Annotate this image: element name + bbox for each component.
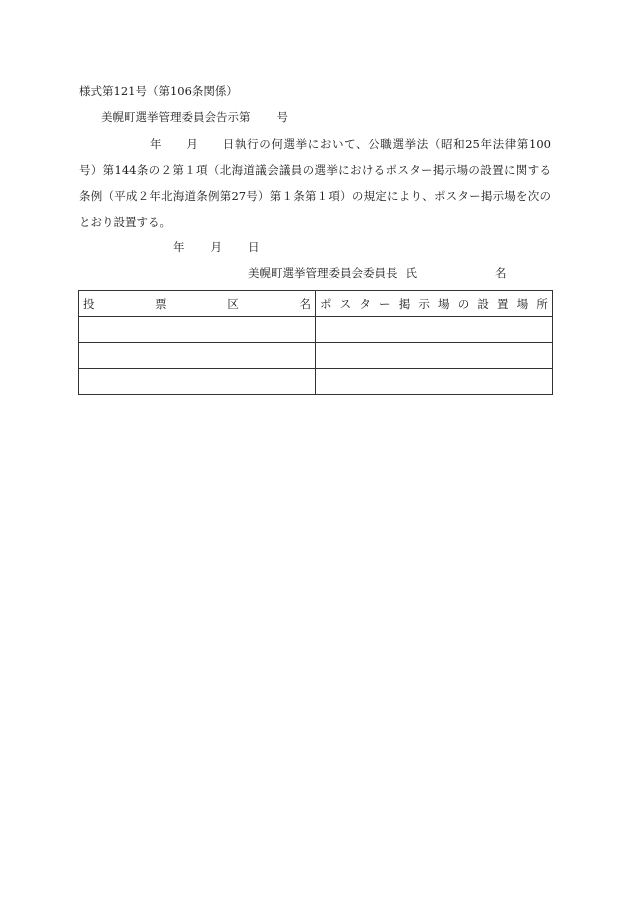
district-cell — [79, 343, 316, 369]
table-row — [79, 317, 553, 343]
header-posting-location-char: の — [457, 296, 470, 311]
date-day: 日 — [248, 240, 260, 254]
header-posting-location — [316, 291, 553, 317]
posting-location-table — [78, 290, 553, 395]
notice-title — [101, 110, 288, 124]
signer-shi: 氏 — [405, 266, 417, 280]
header-posting-location-char: ス — [339, 296, 352, 311]
header-posting-location-char: タ — [359, 296, 371, 311]
header-posting-location-char: ポ — [320, 296, 332, 311]
table-row — [79, 369, 553, 395]
header-voting-district-char: 区 — [227, 296, 239, 311]
header-voting-district — [79, 291, 316, 317]
form-number: 様式第121号（第106条関係） — [79, 84, 238, 98]
location-cell — [316, 369, 553, 395]
table-row — [79, 343, 553, 369]
table-header-row — [79, 291, 553, 317]
header-voting-district-char: 名 — [299, 296, 311, 311]
date-month: 月 — [210, 240, 222, 254]
location-cell — [316, 343, 553, 369]
body-line-4: とおり設置する。 — [79, 215, 171, 229]
date-line — [173, 240, 260, 254]
header-posting-location-char: 設 — [477, 296, 489, 311]
district-cell — [79, 369, 316, 395]
signer-mei: 名 — [495, 266, 507, 280]
header-posting-location-char: 場 — [516, 296, 529, 311]
header-voting-district-char: 票 — [155, 296, 167, 311]
notice-title-prefix: 美幌町選挙管理委員会告示第 — [101, 110, 251, 124]
header-posting-location-char: 所 — [536, 296, 548, 311]
signer-line — [248, 266, 507, 280]
header-posting-location-char: 示 — [418, 296, 430, 311]
body-line-2: 号）第144条の２第１項（北海道議会議員の選挙におけるポスター掲示場の設置に関する — [79, 163, 551, 177]
body-line-1: 年 月 日執行の何選挙において、公職選挙法（昭和25年法律第100 — [150, 137, 551, 151]
header-posting-location-char: 置 — [497, 296, 509, 311]
notice-title-suffix: 号 — [276, 110, 288, 124]
date-year: 年 — [173, 240, 185, 254]
location-cell — [316, 317, 553, 343]
district-cell — [79, 317, 316, 343]
header-posting-location-char: ー — [379, 296, 391, 311]
body-line-3: 条例（平成２年北海道条例第27号）第１条第１項）の規定により、ポスター掲示場を次の — [79, 189, 551, 203]
header-voting-district-char: 投 — [83, 296, 95, 311]
signer-title: 美幌町選挙管理委員会委員長 — [248, 266, 398, 280]
header-posting-location-char: 掲 — [398, 296, 411, 311]
header-posting-location-char: 場 — [438, 296, 450, 311]
